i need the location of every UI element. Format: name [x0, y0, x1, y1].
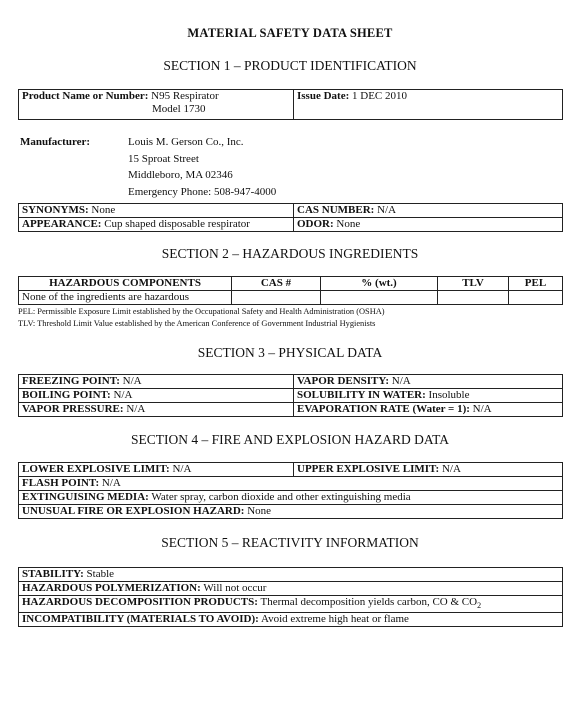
physical-data-table: [18, 374, 563, 417]
freezing-point-value: N/A: [122, 375, 142, 387]
column-header: CAS #: [232, 277, 321, 291]
tlv-note: TLV: Threshold Limit Value established by the American Conference of Government Industrial Hygienists: [18, 319, 376, 328]
pel-note: PEL: Permissible Exposure Limit established by the Occupational Safety and Health Administration (OSHA): [18, 307, 385, 316]
synonyms-table: [18, 203, 563, 232]
cas-number-label: CAS NUMBER:: [297, 204, 375, 216]
column-header: TLV: [438, 277, 509, 291]
boiling-point-cell: [19, 389, 294, 403]
unusual-hazard-label: UNUSUAL FIRE OR EXPLOSION HAZARD:: [22, 505, 245, 517]
polymerization-label: HAZARDOUS POLYMERIZATION:: [22, 582, 201, 594]
cas-number-cell: [294, 204, 563, 218]
hazardous-ingredients-table: [18, 276, 563, 305]
lower-explosive-limit-cell: [19, 463, 294, 477]
manufacturer-line: Emergency Phone: 508-947-4000: [128, 185, 277, 198]
section-1-heading: SECTION 1 – PRODUCT IDENTIFICATION: [163, 58, 417, 73]
manufacturer-label: Manufacturer:: [20, 136, 91, 148]
incompatibility-label: INCOMPATIBILITY (MATERIALS TO AVOID):: [22, 613, 259, 626]
decomposition-label: HAZARDOUS DECOMPOSITION PRODUCTS:: [22, 596, 258, 608]
polymerization-value: Will not occur: [203, 582, 267, 594]
section-5-heading: SECTION 5 – REACTIVITY INFORMATION: [161, 535, 419, 550]
odor-label: ODOR:: [297, 218, 334, 230]
stability-value: Stable: [86, 568, 115, 580]
polymerization-cell: [19, 582, 563, 596]
extinguishing-media-cell: [19, 491, 563, 505]
lower-explosive-limit-label: LOWER EXPLOSIVE LIMIT:: [22, 463, 170, 475]
fire-hazard-table: [18, 462, 563, 519]
upper-explosive-limit-value: N/A: [441, 463, 461, 475]
decomposition-subscript: 2: [477, 601, 482, 611]
table-cell: [438, 291, 509, 305]
section-3-heading: SECTION 3 – PHYSICAL DATA: [197, 345, 383, 360]
freezing-point-cell: [19, 375, 294, 389]
odor-value: None: [336, 218, 361, 230]
solubility-label: SOLUBILITY IN WATER:: [297, 389, 426, 401]
ingredient-cell: None of the ingredients are hazardous: [19, 291, 232, 305]
upper-explosive-limit-cell: [294, 463, 563, 477]
evaporation-rate-label: EVAPORATION RATE (Water = 1):: [297, 403, 470, 415]
evaporation-rate-cell: [294, 403, 563, 417]
column-header: PEL: [509, 277, 563, 291]
vapor-density-cell: [294, 375, 563, 389]
stability-cell: [19, 568, 563, 582]
vapor-density-value: N/A: [391, 375, 411, 387]
table-cell: [232, 291, 321, 305]
vapor-density-label: VAPOR DENSITY:: [297, 375, 389, 387]
vapor-pressure-label: VAPOR PRESSURE:: [22, 403, 124, 415]
product-name-label: Product Name or Number:: [22, 90, 149, 102]
issue-date-value: 1 DEC 2010: [352, 90, 407, 102]
manufacturer-address: [128, 134, 388, 200]
product-id-table: [18, 89, 563, 120]
freezing-point-label: FREEZING POINT:: [22, 375, 120, 387]
boiling-point-label: BOILING POINT:: [22, 389, 111, 401]
lower-explosive-limit-value: N/A: [172, 463, 192, 475]
decomposition-value: Thermal decomposition yields carbon, CO & CO: [260, 596, 478, 608]
extinguishing-media-label: EXTINGUISING MEDIA:: [22, 491, 149, 503]
vapor-pressure-cell: [19, 403, 294, 417]
unusual-hazard-value: None: [247, 505, 272, 517]
column-header: % (wt.): [321, 277, 438, 291]
cas-number-value: N/A: [377, 204, 397, 216]
vapor-pressure-value: N/A: [126, 403, 146, 415]
manufacturer-line: Louis M. Gerson Co., Inc.: [128, 136, 244, 148]
table-cell: [321, 291, 438, 305]
synonyms-value: None: [91, 204, 116, 216]
document-title: MATERIAL SAFETY DATA SHEET: [187, 26, 393, 40]
solubility-value: Insoluble: [428, 389, 470, 401]
flash-point-cell: [19, 477, 563, 491]
incompatibility-value: Avoid extreme high heat or flame: [260, 613, 409, 626]
unusual-hazard-cell: [19, 505, 563, 519]
solubility-cell: [294, 389, 563, 403]
section-2-heading: SECTION 2 – HAZARDOUS INGREDIENTS: [161, 246, 419, 261]
issue-date-label: Issue Date:: [297, 90, 350, 102]
appearance-label: APPEARANCE:: [22, 218, 102, 230]
synonyms-label: SYNONYMS:: [22, 204, 89, 216]
issue-date-cell: [294, 90, 563, 120]
column-header: HAZARDOUS COMPONENTS: [19, 277, 232, 291]
table-cell: [509, 291, 563, 305]
extinguishing-media-value: Water spray, carbon dioxide and other extinguishing media: [151, 491, 411, 503]
product-name-cell: [19, 90, 294, 120]
flash-point-value: N/A: [101, 477, 121, 489]
manufacturer-line: Middleboro, MA 02346: [128, 169, 233, 181]
odor-cell: [294, 218, 563, 232]
appearance-value: Cup shaped disposable respirator: [104, 218, 250, 230]
product-name-value: N95 Respirator: [151, 90, 219, 102]
boiling-point-value: N/A: [113, 389, 133, 401]
decomposition-cell: [19, 596, 563, 613]
incompatibility-cell: [19, 613, 563, 627]
upper-explosive-limit-label: UPPER EXPLOSIVE LIMIT:: [297, 463, 440, 475]
manufacturer-line: 15 Sproat Street: [128, 152, 199, 165]
appearance-cell: [19, 218, 294, 232]
stability-label: STABILITY:: [22, 568, 84, 580]
reactivity-table: [18, 567, 563, 627]
flash-point-label: FLASH POINT:: [22, 477, 100, 489]
product-model: Model 1730: [152, 103, 206, 115]
synonyms-cell: [19, 204, 294, 218]
evaporation-rate-value: N/A: [472, 403, 492, 415]
section-4-heading: SECTION 4 – FIRE AND EXPLOSION HAZARD DATA: [130, 432, 450, 447]
